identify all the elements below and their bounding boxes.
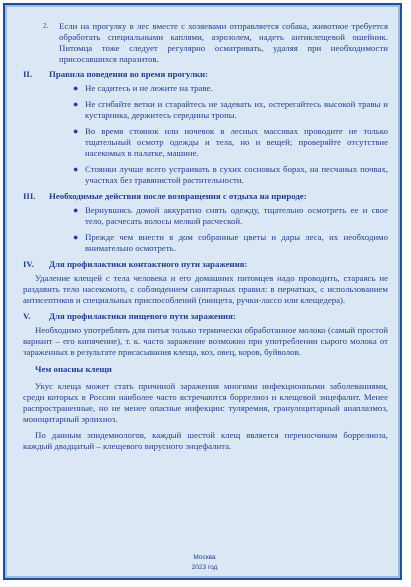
section-heading-after-return (23, 191, 388, 202)
section-number: III. (23, 191, 36, 201)
bullet-icon: ● (73, 126, 79, 136)
section-heading-food (23, 311, 388, 322)
danger-heading: Чем опасны клещи (35, 364, 112, 374)
bullet-icon: ● (73, 164, 79, 174)
list-number: 2. (43, 22, 49, 30)
bullet-icon: ● (73, 99, 79, 109)
section-title: Необходимые действия после возвращения с отдыха на природе: (49, 191, 307, 201)
bullet-icon: ● (73, 83, 79, 93)
list-item: ● Во время стоянок или ночевок в лесных массивах проводите не только тщательный осмотр одежды и тела, но и вещей; проверяйте отсутствие насекомых в палатке, машине. (73, 126, 388, 158)
bullet-icon: ● (73, 232, 79, 242)
section-title: Для профилактики контактного пути заражения: (49, 259, 248, 269)
section-title: Для профилактики пищевого пути заражения: (49, 311, 236, 321)
list-item: ● Вернувшись домой аккуратно снять одежду, тщательно осмотреть ее и свое тело, расчесать волосы мелкой расческой. (73, 205, 388, 226)
section-title: Правила поведения во время прогулки: (49, 69, 209, 79)
food-paragraph: Необходимо употреблять для питья только термически обработанное молоко (самый простой вариант – его кипячение), т. к. часто заражение возможно при употреблении сырого молока от зараженных в результате присасывания клеща, коз, овец, коров, буйволов. (23, 325, 388, 357)
contact-paragraph: Удаление клещей с тела человека и его домашних питомцев надо проводить, стараясь не раздавить тело насекомого, с соблюдением санитарных правил: в перчатках, с использованием антисептиков и специальных приспособлений (пинцета, ручки-лассо или клещедера). (23, 273, 388, 305)
walk-rules-list (23, 83, 388, 186)
section-number: IV. (23, 259, 34, 269)
danger-paragraph-2: По данным эпидемиологов, каждый шестой клещ является переносчиком боррелиоза, каждый двадцатый – клещевого вирусного энцефалита. (23, 430, 388, 451)
bullet-icon: ● (73, 205, 79, 215)
section-number: V. (23, 311, 31, 321)
danger-paragraph-1: Укус клеща может стать причиной заражения многими инфекционными заболеваниями, среди которых в России наиболее часто встречаются боррелиоз и клещевой энцефалит. Менее распространенные, но не менее опасные инфекции: туляремия, гранулоцитарный анаплазмоз, моноцитарный эрлихиоз. (23, 381, 388, 424)
footer-city: Москва (193, 554, 216, 561)
list-item-2 (23, 21, 388, 65)
section-heading-walk (23, 69, 388, 80)
list-item: ● Стоянки лучше всего устраивать в сухих сосновых борах, на песчаных почвах, участках без травянистой растительности. (73, 164, 388, 185)
section-number: II. (23, 69, 33, 79)
section-heading-contact (23, 259, 388, 270)
list-item: ● Не садитесь и не лежите на траве. (73, 83, 213, 93)
after-return-list (23, 205, 388, 254)
list-item: ● Не сгибайте ветки и старайтесь не задевать их, остерегайтесь высокой травы и кустарника, держитесь середины тропы. (73, 99, 388, 120)
footer-year: 2023 год (191, 564, 218, 571)
list-item-text: Если на прогулку в лес вместе с хозяевами отправляется собака, животное требуется обработать специальными каплями, аэрозолем, надеть антиклещевой ошейник. Питомца тоже следует регулярно осматривать, удаляя при необходимости присосавшихся паразитов. (59, 21, 388, 64)
document-body (23, 21, 388, 452)
list-item: ● Прежде чем внести в дом собранные цветы и дары леса, их необходимо внимательно осмотреть. (73, 232, 388, 253)
document-page (3, 3, 402, 580)
